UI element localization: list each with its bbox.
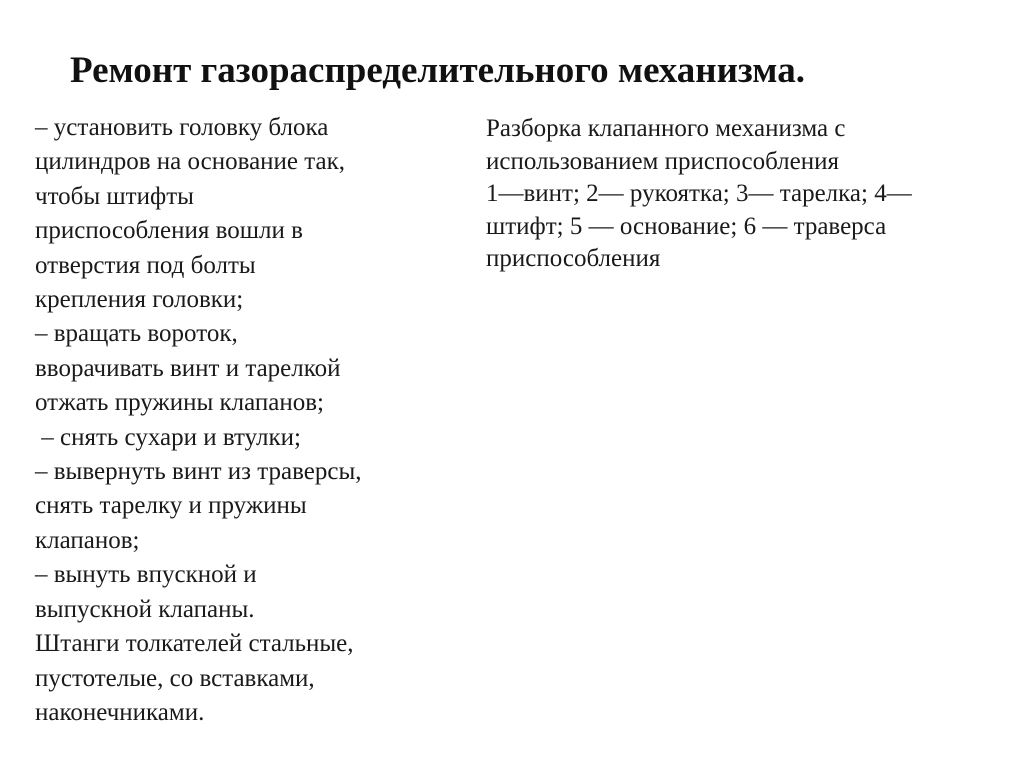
left-text-line: приспособления вошли в <box>35 217 303 245</box>
left-text-line: отжать пружины клапанов; <box>35 389 324 417</box>
caption-line: Разборка клапанного механизма с <box>486 115 846 142</box>
caption-line: штифт; 5 — основание; 6 — траверса <box>486 212 887 240</box>
left-text-line: снять тарелку и пружины <box>35 492 307 520</box>
left-text-line: вворачивать винт и тарелкой <box>35 354 341 382</box>
left-text-line: чтобы штифты <box>35 182 194 210</box>
left-text-line: – вынуть впускной и <box>35 561 257 589</box>
left-text-line: – установить головку блока <box>35 114 329 141</box>
left-text-line: – вращать вороток, <box>35 320 238 348</box>
slide-title: Ремонт газораспределительного механизма. <box>70 50 805 91</box>
left-text-line: выпускной клапаны. <box>35 595 255 623</box>
caption-line: 1—винт; 2— рукоятка; 3— тарелка; 4— <box>486 180 912 207</box>
left-text-line: крепления головки; <box>35 286 244 314</box>
right-column-caption <box>486 113 1006 276</box>
left-text-line: отверстия под болты <box>35 251 256 279</box>
left-column-text <box>35 111 475 730</box>
left-text-line: пустотелые, со вставками, <box>35 664 315 692</box>
left-text-line: Штанги толкателей стальные, <box>35 630 354 658</box>
left-text-line: цилиндров на основание так, <box>35 148 345 176</box>
left-text-line: – вывернуть винт из траверсы, <box>35 458 362 486</box>
left-text-line: наконечниками. <box>35 698 205 726</box>
left-text-line: клапанов; <box>35 526 140 554</box>
caption-line: приспособления <box>486 245 661 272</box>
left-text-line: – снять сухари и втулки; <box>35 423 301 451</box>
caption-line: использованием приспособления <box>486 147 840 175</box>
